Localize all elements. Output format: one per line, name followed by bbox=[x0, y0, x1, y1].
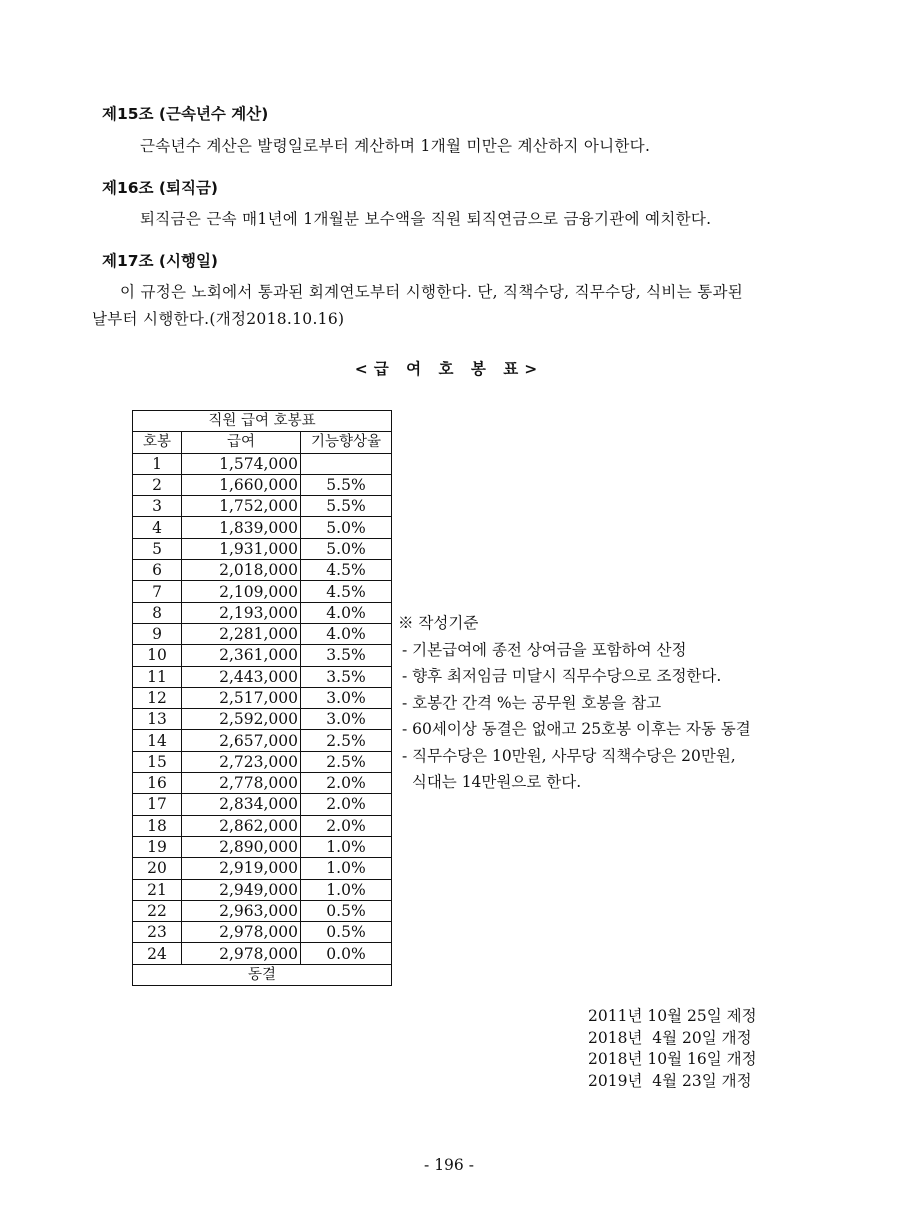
rate-cell: 1.0% bbox=[301, 858, 392, 879]
rate-cell: 2.5% bbox=[301, 751, 392, 772]
column-header-pay: 급여 bbox=[182, 432, 301, 453]
salary-table bbox=[132, 410, 392, 986]
rate-cell bbox=[301, 453, 392, 474]
step-cell: 21 bbox=[133, 879, 182, 900]
rate-cell: 3.5% bbox=[301, 645, 392, 666]
pay-cell: 2,361,000 bbox=[182, 645, 301, 666]
table-row bbox=[133, 560, 392, 581]
criteria-item: - 호봉간 간격 %는 공무원 호봉을 참고 bbox=[402, 693, 662, 712]
step-cell: 14 bbox=[133, 730, 182, 751]
step-cell: 3 bbox=[133, 496, 182, 517]
pay-cell: 1,839,000 bbox=[182, 517, 301, 538]
rate-cell: 5.5% bbox=[301, 474, 392, 495]
pay-cell: 2,890,000 bbox=[182, 836, 301, 857]
step-cell: 22 bbox=[133, 900, 182, 921]
table-row bbox=[133, 815, 392, 836]
pay-cell: 2,978,000 bbox=[182, 922, 301, 943]
table-row bbox=[133, 496, 392, 517]
pay-cell: 2,517,000 bbox=[182, 687, 301, 708]
criteria-item: 식대는 14만원으로 한다. bbox=[402, 773, 582, 791]
revision-history bbox=[588, 1006, 757, 1092]
step-cell: 6 bbox=[133, 560, 182, 581]
table-row bbox=[133, 602, 392, 623]
rate-cell: 4.5% bbox=[301, 560, 392, 581]
table-row bbox=[133, 581, 392, 602]
article-17-body-line-1: 이 규정은 노회에서 통과된 회계연도부터 시행한다. 단, 직책수당, 직무수당, 식비는 통과된 bbox=[120, 283, 744, 301]
table-row bbox=[133, 453, 392, 474]
article-15-body: 근속년수 계산은 발령일로부터 계산하며 1개월 미만은 계산하지 아니한다. bbox=[140, 137, 651, 155]
step-cell: 13 bbox=[133, 709, 182, 730]
table-row bbox=[133, 474, 392, 495]
pay-cell: 1,931,000 bbox=[182, 538, 301, 559]
table-row bbox=[133, 900, 392, 921]
rate-cell: 4.0% bbox=[301, 602, 392, 623]
step-cell: 19 bbox=[133, 836, 182, 857]
article-17-title: 제17조 (시행일) bbox=[102, 252, 218, 270]
step-cell: 23 bbox=[133, 922, 182, 943]
pay-cell: 2,919,000 bbox=[182, 858, 301, 879]
column-header-rate: 기능향상율 bbox=[301, 432, 392, 453]
pay-cell: 2,834,000 bbox=[182, 794, 301, 815]
rate-cell: 4.0% bbox=[301, 623, 392, 644]
rate-cell: 4.5% bbox=[301, 581, 392, 602]
step-cell: 17 bbox=[133, 794, 182, 815]
table-row bbox=[133, 709, 392, 730]
table-row bbox=[133, 879, 392, 900]
criteria-item: - 60세이상 동결은 없애고 25호봉 이후는 자동 동결 bbox=[402, 720, 751, 738]
pay-cell: 2,443,000 bbox=[182, 666, 301, 687]
pay-cell: 2,778,000 bbox=[182, 773, 301, 794]
table-row bbox=[133, 858, 392, 879]
step-cell: 11 bbox=[133, 666, 182, 687]
pay-cell: 2,018,000 bbox=[182, 560, 301, 581]
pay-cell: 2,657,000 bbox=[182, 730, 301, 751]
rate-cell: 2.0% bbox=[301, 815, 392, 836]
table-row bbox=[133, 751, 392, 772]
step-cell: 20 bbox=[133, 858, 182, 879]
pay-cell: 1,752,000 bbox=[182, 496, 301, 517]
table-row bbox=[133, 517, 392, 538]
revision-date: 2019년 4월 23일 개정 bbox=[588, 1071, 752, 1090]
step-cell: 2 bbox=[133, 474, 182, 495]
rate-cell: 1.0% bbox=[301, 836, 392, 857]
criteria-item: - 향후 최저임금 미달시 직무수당으로 조정한다. bbox=[402, 667, 722, 685]
step-cell: 12 bbox=[133, 687, 182, 708]
pay-cell: 1,574,000 bbox=[182, 453, 301, 474]
pay-cell: 2,723,000 bbox=[182, 751, 301, 772]
criteria-notes bbox=[398, 610, 751, 796]
pay-cell: 2,592,000 bbox=[182, 709, 301, 730]
rate-cell: 0.5% bbox=[301, 900, 392, 921]
table-row bbox=[133, 666, 392, 687]
step-cell: 5 bbox=[133, 538, 182, 559]
table-row bbox=[133, 773, 392, 794]
step-cell: 10 bbox=[133, 645, 182, 666]
rate-cell: 5.5% bbox=[301, 496, 392, 517]
criteria-item: - 직무수당은 10만원, 사무당 직책수당은 20만원, bbox=[402, 746, 736, 765]
table-row bbox=[133, 687, 392, 708]
article-15-title: 제15조 (근속년수 계산) bbox=[102, 105, 269, 123]
step-cell: 15 bbox=[133, 751, 182, 772]
article-16-title: 제16조 (퇴직금) bbox=[102, 179, 218, 197]
step-cell: 16 bbox=[133, 773, 182, 794]
rate-cell: 0.5% bbox=[301, 922, 392, 943]
table-row bbox=[133, 645, 392, 666]
step-cell: 9 bbox=[133, 623, 182, 644]
salary-scale-title: <급 여 호 봉 표> bbox=[354, 360, 544, 378]
step-cell: 1 bbox=[133, 453, 182, 474]
table-row bbox=[133, 836, 392, 857]
column-header-step: 호봉 bbox=[133, 432, 182, 453]
table-row bbox=[133, 922, 392, 943]
rate-cell: 5.0% bbox=[301, 517, 392, 538]
pay-cell: 2,109,000 bbox=[182, 581, 301, 602]
table-row bbox=[133, 538, 392, 559]
pay-cell: 2,963,000 bbox=[182, 900, 301, 921]
salary-table-title: 직원 급여 호봉표 bbox=[133, 411, 392, 432]
step-cell: 24 bbox=[133, 943, 182, 964]
rate-cell: 3.0% bbox=[301, 709, 392, 730]
pay-cell: 2,281,000 bbox=[182, 623, 301, 644]
rate-cell: 5.0% bbox=[301, 538, 392, 559]
salary-table-footer: 동결 bbox=[133, 964, 392, 985]
rate-cell: 3.5% bbox=[301, 666, 392, 687]
revision-date: 2011년 10월 25일 제정 bbox=[588, 1007, 757, 1025]
rate-cell: 0.0% bbox=[301, 943, 392, 964]
rate-cell: 2.5% bbox=[301, 730, 392, 751]
salary-table-body bbox=[133, 453, 392, 964]
page-number: - 196 - bbox=[424, 1156, 474, 1174]
pay-cell: 1,660,000 bbox=[182, 474, 301, 495]
table-row bbox=[133, 943, 392, 964]
criteria-item: - 기본급여에 종전 상여금을 포함하여 산정 bbox=[402, 640, 687, 659]
pay-cell: 2,193,000 bbox=[182, 602, 301, 623]
rate-cell: 1.0% bbox=[301, 879, 392, 900]
table-row bbox=[133, 623, 392, 644]
rate-cell: 2.0% bbox=[301, 794, 392, 815]
step-cell: 7 bbox=[133, 581, 182, 602]
step-cell: 18 bbox=[133, 815, 182, 836]
criteria-heading: ※ 작성기준 bbox=[398, 614, 479, 632]
step-cell: 4 bbox=[133, 517, 182, 538]
pay-cell: 2,978,000 bbox=[182, 943, 301, 964]
article-17-body-line-2: 날부터 시행한다.(개정2018.10.16) bbox=[92, 310, 345, 328]
revision-date: 2018년 4월 20일 개정 bbox=[588, 1028, 752, 1047]
rate-cell: 2.0% bbox=[301, 773, 392, 794]
pay-cell: 2,862,000 bbox=[182, 815, 301, 836]
table-row bbox=[133, 794, 392, 815]
revision-date: 2018년 10월 16일 개정 bbox=[588, 1050, 757, 1068]
table-row bbox=[133, 730, 392, 751]
article-16-body: 퇴직금은 근속 매1년에 1개월분 보수액을 직원 퇴직연금으로 금융기관에 예치한다. bbox=[140, 210, 712, 228]
rate-cell: 3.0% bbox=[301, 687, 392, 708]
step-cell: 8 bbox=[133, 602, 182, 623]
pay-cell: 2,949,000 bbox=[182, 879, 301, 900]
